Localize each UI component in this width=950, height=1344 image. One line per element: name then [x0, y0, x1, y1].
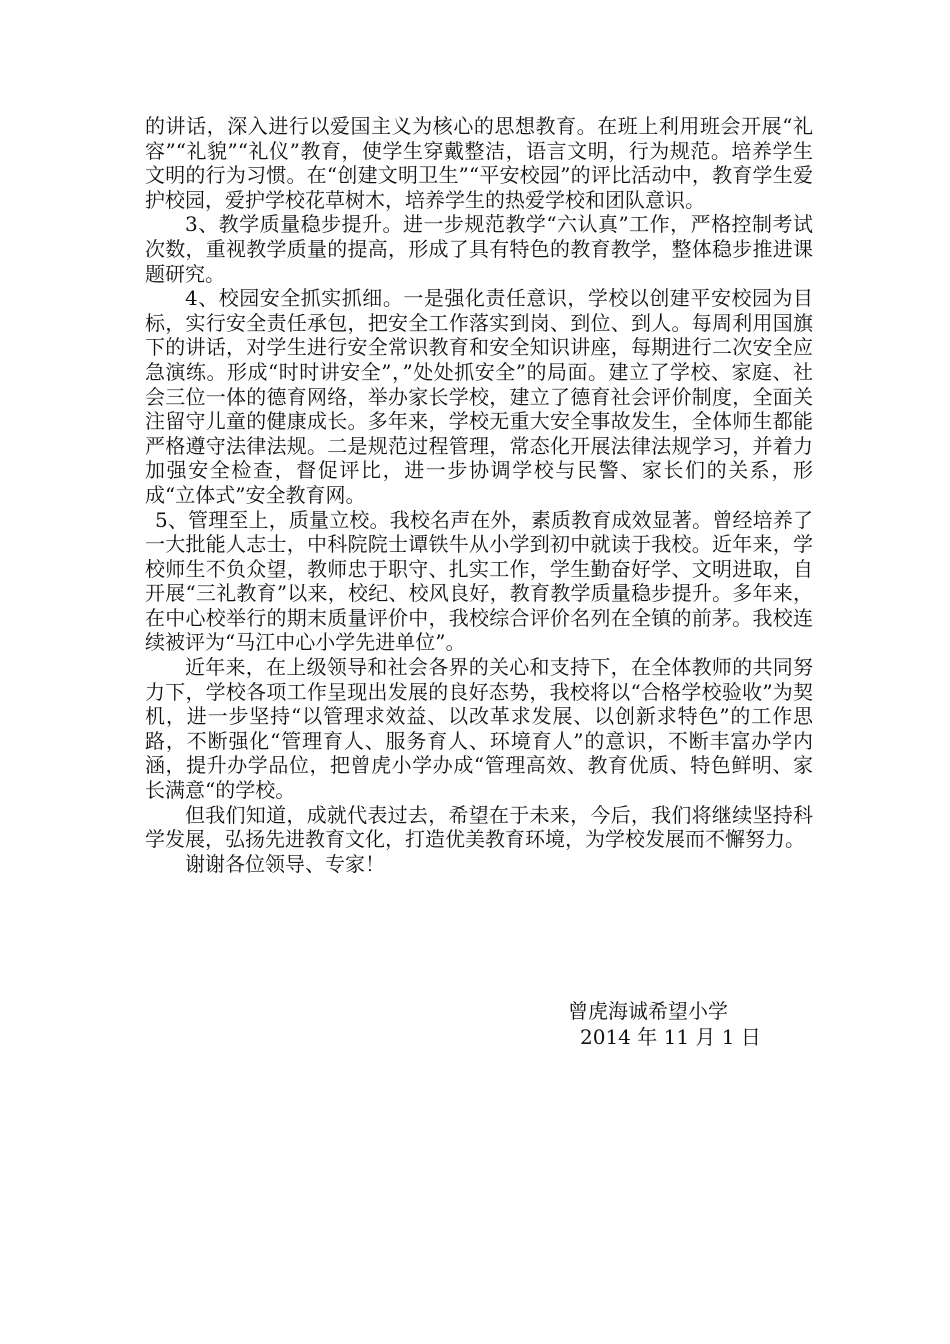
- paragraph-thanks: 谢谢各位领导、专家！: [185, 851, 385, 876]
- paragraph-teaching-quality: 3、教学质量稳步提升。进一步规范教学“六认真”工作，严格控制考试次数，重视教学质量的提高，形成了具有特色的教育教学，整体稳步推进课题研究。: [145, 212, 813, 286]
- paragraph-moral-education: 的讲话，深入进行以爱国主义为核心的思想教育。在班上利用班会开展“礼容”“礼貌”“礼仪”教育，使学生穿戴整洁，语言文明，行为规范。培养学生文明的行为习惯。在“创建文明卫生”“平安校园”的评比活动中，教育学生爱护校园，爱护学校花草树木，培养学生的热爱学校和团队意识。: [145, 114, 813, 212]
- signature-block: [568, 998, 808, 1050]
- paragraph-campus-safety: 4、校园安全抓实抓细。一是强化责任意识，学校以创建平安校园为目标，实行安全责任承包，把安全工作落实到岗、到位、到人。每周利用国旗下的讲话，对学生进行安全常识教育和安全知识讲座，每期进行二次安全应急演练。形成“时时讲安全”，”处处抓安全”的局面。建立了学校、家庭、社会三位一体的德育网络，举办家长学校，建立了德育社会评价制度，全面关注留守儿童的健康成长。多年来，学校无重大安全事故发生，全体师生都能严格遵守法律法规。二是规范过程管理，常态化开展法律法规学习，并着力加强安全检查，督促评比，进一步协调学校与民警、家长们的关系，形成“立体式”安全教育网。: [145, 286, 813, 507]
- document-body: [145, 114, 813, 876]
- signature-school-name: 曾虎海诚希望小学: [568, 999, 728, 1023]
- paragraph-management: 5、管理至上，质量立校。我校名声在外，素质教育成效显著。曾经培养了一大批能人志士，中科院院士谭铁牛从小学到初中就读于我校。近年来，学校师生不负众望，教师忠于职守、扎实工作，学生勤奋好学、文明进取，自开展“三礼教育”以来，校纪、校风良好，教育教学质量稳步提升。多年来，在中心校举行的期末质量评价中，我校综合评价名列在全镇的前茅。我校连续被评为“马江中心小学先进单位”。: [145, 507, 813, 655]
- paragraph-recent-years: 近年来，在上级领导和社会各界的关心和支持下，在全体教师的共同努力下，学校各项工作呈现出发展的良好态势，我校将以“合格学校验收”为契机，进一步坚持“以管理求效益、以改革求发展、以创新求特色”的工作思路，不断强化“管理育人、服务育人、环境育人”的意识，不断丰富办学内涵，提升办学品位，把曾虎小学办成“管理高效、教育优质、特色鲜明、家长满意“的学校。: [145, 655, 813, 803]
- signature-date: 2014 年 11 月 1 日: [580, 1025, 761, 1049]
- paragraph-future: 但我们知道，成就代表过去，希望在于未来，今后，我们将继续坚持科学发展，弘扬先进教育文化，打造优美教育环境，为学校发展而不懈努力。: [145, 802, 813, 852]
